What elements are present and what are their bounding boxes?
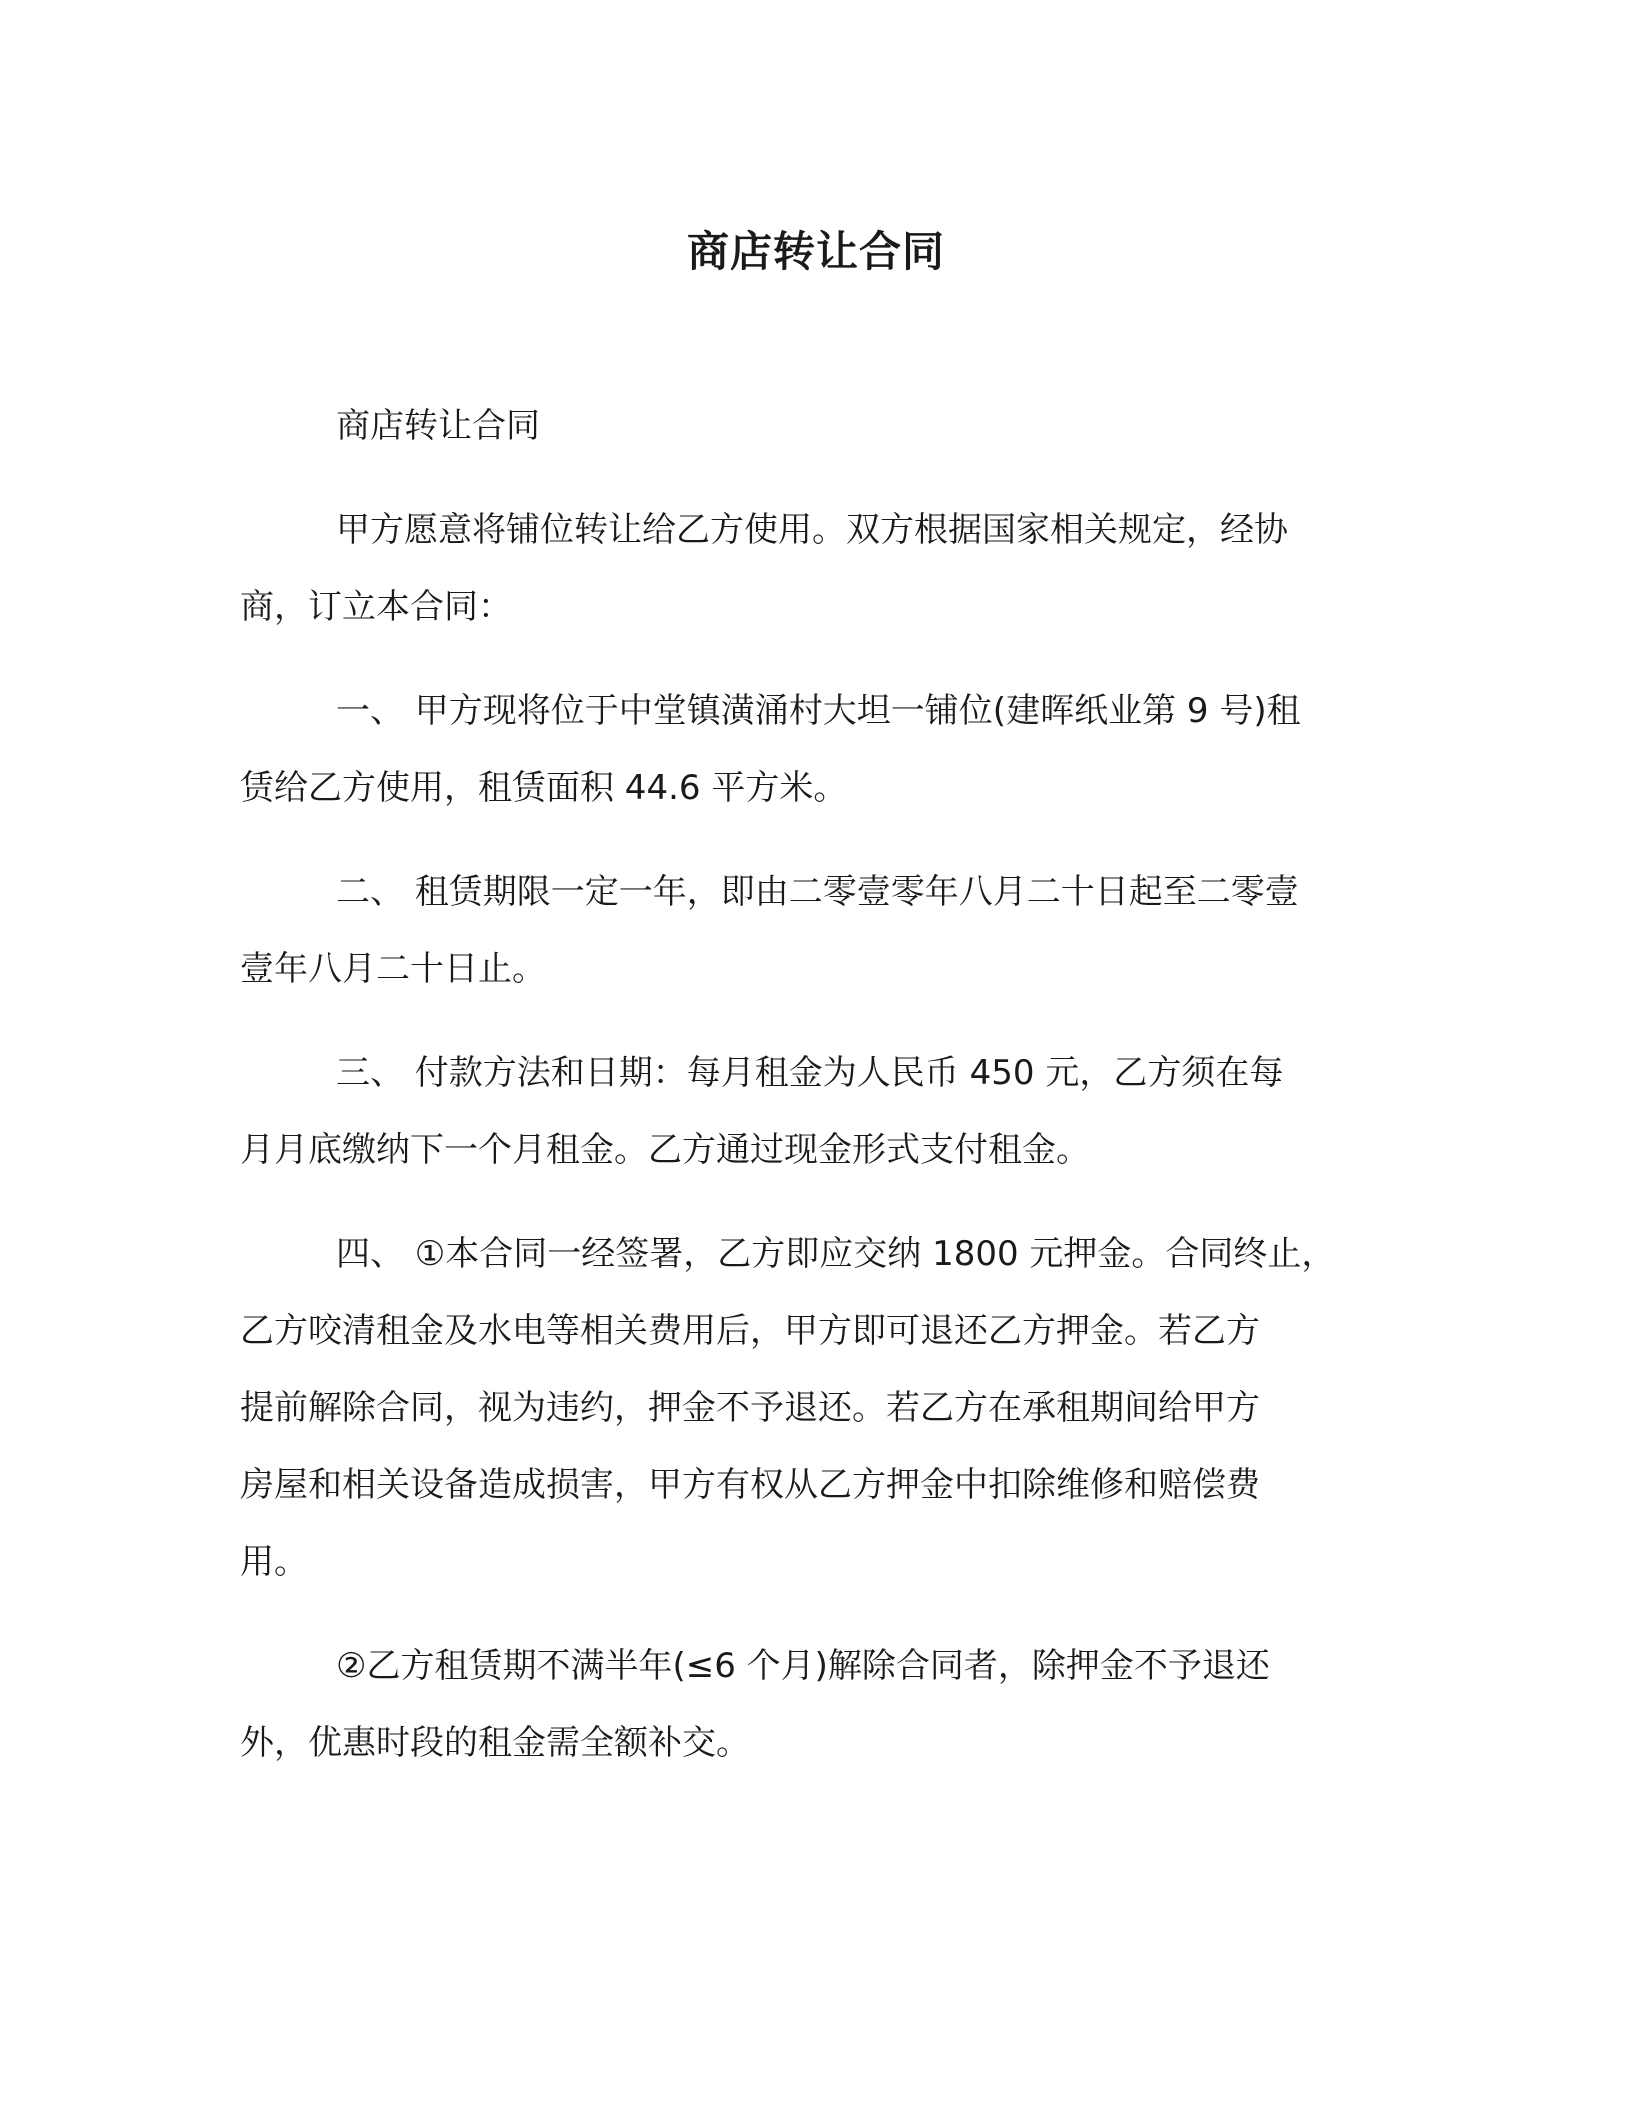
paragraph-clause-4-part-1: 四、 ①本合同一经签署，乙方即应交纳 1800 元押金。合同终止， 乙方咬清租金及水电等相关费用后，甲方即可退还乙方押金。若乙方 提前解除合同，视为违约，押金不予退还。若乙方在承租期间给甲方 房屋和相关设备造成损害，甲方有权从乙方押金中扣除维修和赔偿费 用。 <box>240 1234 1336 1582</box>
paragraph-clause-3: 三、 付款方法和日期：每月租金为人民币 450 元，乙方须在每 月月底缴纳下一个月租金。乙方通过现金形式支付租金。 <box>240 1053 1284 1170</box>
paragraph-preamble: 甲方愿意将铺位转让给乙方使用。双方根据国家相关规定，经协 商，订立本合同： <box>240 510 1288 627</box>
document-title: 商店转让合同 <box>686 227 945 276</box>
paragraph-clause-2: 二、 租赁期限一定一年，即由二零壹零年八月二十日起至二零壹 壹年八月二十日止。 <box>240 872 1299 989</box>
document-body <box>240 388 1380 1809</box>
paragraph-heading: 商店转让合同 <box>336 406 540 446</box>
paragraph-clause-1: 一、 甲方现将位于中堂镇潢涌村大坦一铺位(建晖纸业第 9 号)租 赁给乙方使用，租赁面积 44.6 平方米。 <box>240 691 1301 808</box>
paragraph-clause-4-part-2: ②乙方租赁期不满半年(≤6 个月)解除合同者，除押金不予退还 外，优惠时段的租金需全额补交。 <box>240 1646 1270 1763</box>
